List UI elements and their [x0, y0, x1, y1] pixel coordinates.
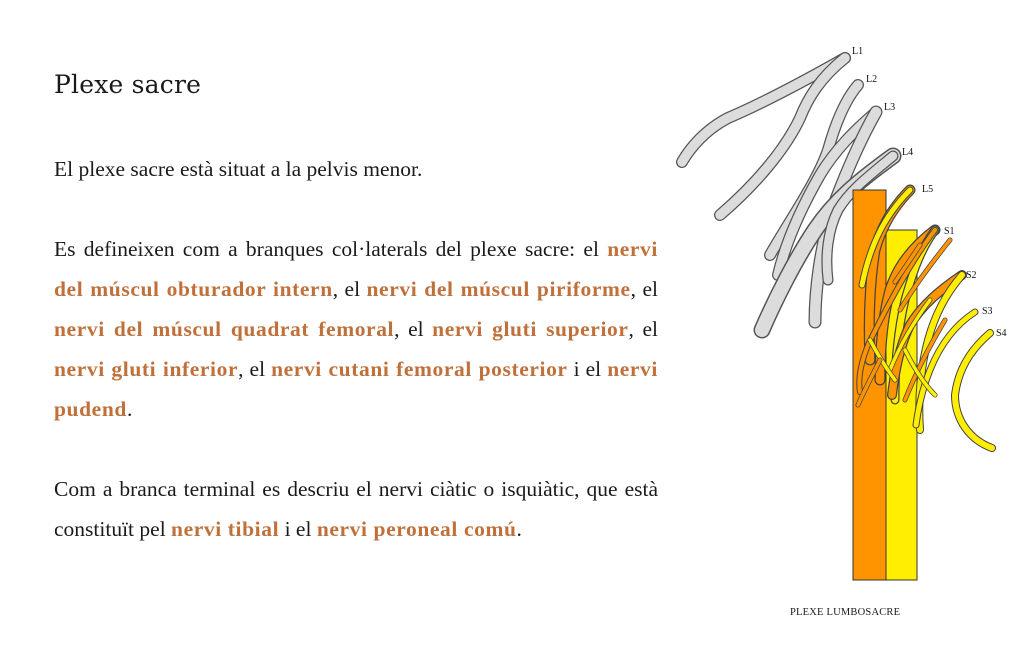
intro-paragraph: El plexe sacre està situat a la pelvis menor.: [54, 157, 423, 181]
root-label: L1: [852, 46, 864, 57]
root-label: S1: [944, 226, 955, 237]
root-label: S4: [996, 328, 1007, 339]
link-inferior-gluteal-nerve[interactable]: nervi gluti inferior: [54, 357, 239, 381]
collateral-branches-paragraph: [54, 229, 658, 429]
text: , el: [394, 317, 433, 341]
page-title: Plexe sacre: [54, 70, 202, 99]
root-label: S3: [982, 306, 993, 317]
root-label: L3: [884, 102, 896, 113]
text: Com a branca terminal es descriu el nervi ciàtic o isquiàtic, que està constituït pel: [54, 477, 658, 541]
root-label: S2: [966, 270, 977, 281]
link-pudendal-nerve[interactable]: nervi pudend: [54, 357, 658, 421]
text: , el: [332, 277, 367, 301]
text: Es defineixen com a branques col·laterals del plexe sacre: el: [54, 237, 608, 261]
link-quadratus-femoris-nerve[interactable]: nervi del múscul quadrat femoral: [54, 317, 395, 341]
figure-caption: PLEXE LUMBOSACRE: [790, 607, 901, 618]
text: .: [516, 517, 522, 541]
root-label: L5: [922, 184, 934, 195]
text: , el: [238, 357, 272, 381]
lumbosacral-plexus-diagram: [670, 30, 1024, 630]
root-label: L2: [866, 74, 878, 85]
text: i el: [567, 357, 608, 381]
text: i el: [279, 517, 317, 541]
link-obturator-internus-nerve[interactable]: nervi del múscul obturador intern: [54, 237, 658, 301]
text: , el: [628, 317, 658, 341]
link-tibial-nerve[interactable]: nervi tibial: [171, 517, 280, 541]
terminal-branch-paragraph: [54, 469, 658, 549]
root-label: L4: [902, 147, 914, 158]
link-posterior-femoral-cutaneous-nerve[interactable]: nervi cutani femoral posterior: [271, 357, 568, 381]
link-common-peroneal-nerve[interactable]: nervi peroneal comú: [316, 517, 517, 541]
text: , el: [630, 277, 658, 301]
link-piriformis-nerve[interactable]: nervi del múscul piriforme: [366, 277, 631, 301]
text: .: [126, 397, 133, 421]
link-superior-gluteal-nerve[interactable]: nervi gluti superior: [432, 317, 629, 341]
